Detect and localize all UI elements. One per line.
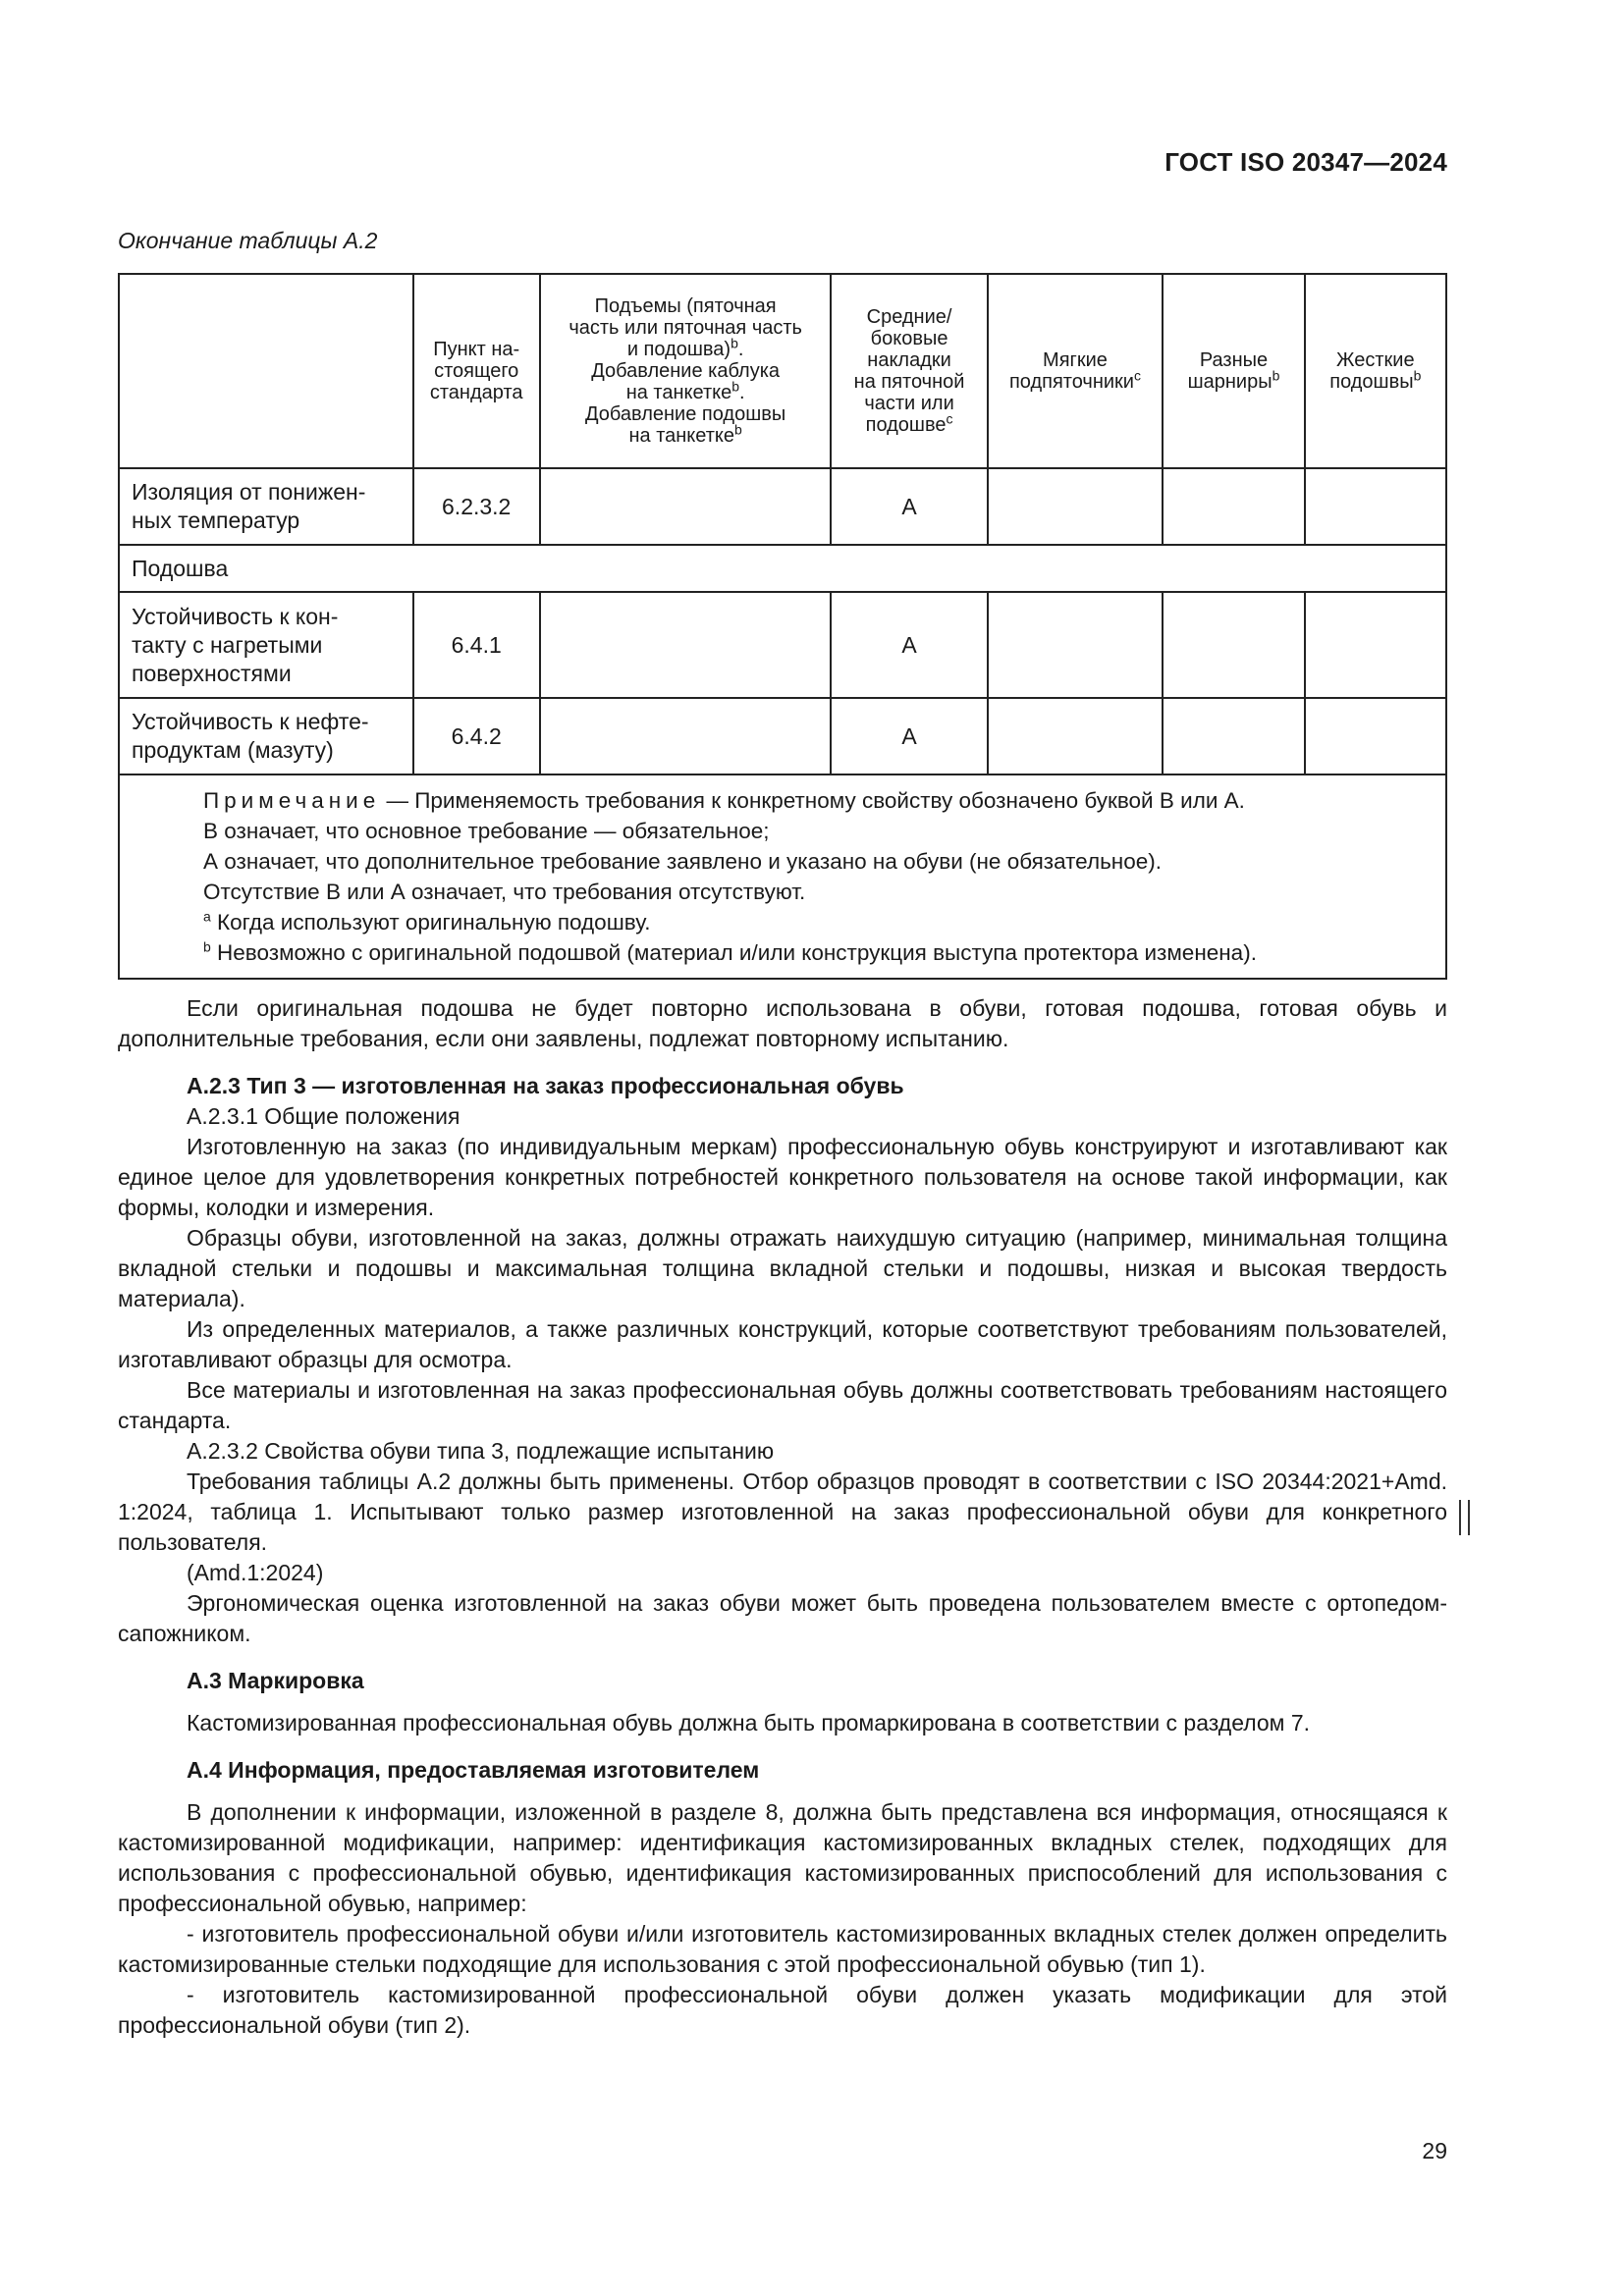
- property-cell: Устойчивость к кон- такту с нагретыми поверхностями: [119, 592, 413, 698]
- paragraph: Изготовленную на заказ (по индивидуальным меркам) профессиональную обувь конструируют и изготавливают как единое целое для удовлетворения конкретных потребностей конкретного пользователя на основе такой информации, как формы, колодки и измерения.: [118, 1134, 1447, 1220]
- table-row: [119, 468, 1446, 545]
- amendment-ref: (Amd.1:2024): [187, 1560, 324, 1585]
- table-header-row: [119, 274, 1446, 468]
- empty-cell: [1163, 592, 1304, 698]
- paragraph: В дополнении к информации, изложенной в разделе 8, должна быть представлена вся информация, относящаяся к кастомизированной модификации, например: идентификация кастомизированных вкладных стелек, подходящих для использования с профессиональной обувью, идентификация кастомизированных приспособлений для использования с профессиональной обувью, например:: [118, 1799, 1447, 1916]
- empty-cell: [1163, 468, 1304, 545]
- mark-cell: А: [831, 468, 987, 545]
- property-cell: Изоляция от понижен- ных температур: [119, 468, 413, 545]
- table-note-row: [119, 774, 1446, 979]
- mark-cell: А: [831, 698, 987, 774]
- subsection-heading: А.2.3.2 Свойства обуви типа 3, подлежащие испытанию: [187, 1438, 775, 1464]
- section-heading: А.2.3 Тип 3 — изготовленная на заказ профессиональная обувь: [187, 1073, 904, 1098]
- note-line: Примечание — Применяемость требования к конкретному свойству обозначено буквой В или А.: [203, 788, 1245, 813]
- clause-cell: 6.4.1: [413, 592, 540, 698]
- list-item: - изготовитель профессиональной обуви и/или изготовитель кастомизированных вкладных стелек должен определить кастомизированные стельки подходящие для использования с этой профессиональной обувью (тип 1).: [118, 1921, 1447, 1977]
- page-number: 29: [1422, 2138, 1447, 2163]
- table-section-row: [119, 545, 1446, 592]
- header-cell-lifts: Подъемы (пяточная часть или пяточная часть и подошва)$^b$. Добавление каблука на танкетке$^b$. Добавление подошвы на танкетке$^b$: [540, 274, 832, 468]
- empty-cell: [1305, 592, 1446, 698]
- change-bar: [1459, 1500, 1470, 1535]
- paragraph: Из определенных материалов, а также различных конструкций, которые соответствуют требованиям пользователей, изготавливают образцы для осмотра.: [118, 1316, 1447, 1372]
- empty-cell: [540, 468, 832, 545]
- property-cell: Устойчивость к нефте- продуктам (мазуту): [119, 698, 413, 774]
- paragraph: Требования таблицы А.2 должны быть применены. Отбор образцов проводят в соответствии с ISO 20344:2021+Amd. 1:2024, таблица 1. Испытывают только размер изготовленной на заказ профессиональной обуви для конкретного пользователя.: [118, 1468, 1447, 1555]
- paragraph: Все материалы и изготовленная на заказ профессиональная обувь должны соответствовать требованиям настоящего стандарта.: [118, 1377, 1447, 1433]
- subsection-heading: А.2.3.1 Общие положения: [187, 1103, 460, 1129]
- note-label: Примечание: [203, 788, 381, 813]
- empty-cell: [988, 698, 1164, 774]
- clause-cell: 6.4.2: [413, 698, 540, 774]
- empty-cell: [1305, 468, 1446, 545]
- header-cell-soft-heels: Мягкие подпяточники$^c$: [988, 274, 1164, 468]
- paragraph: Эргономическая оценка изготовленной на заказ обуви может быть проведена пользователем вместе с ортопедом-сапожником.: [118, 1590, 1447, 1646]
- empty-cell: [540, 698, 832, 774]
- section-heading: А.4 Информация, предоставляемая изготовителем: [187, 1757, 760, 1783]
- table-caption: Окончание таблицы А.2: [118, 228, 378, 253]
- footnote-b: $^b$ Невозможно с оригинальной подошвой (материал и/или конструкция выступа протектора изменена).: [203, 938, 1257, 965]
- paragraph: Если оригинальная подошва не будет повторно использована в обуви, готовая подошва, готовая обувь и дополнительные требования, если они заявлены, подлежат повторному испытанию.: [118, 995, 1447, 1051]
- section-cell: Подошва: [119, 545, 1446, 592]
- header-cell-side-pads: Средние/ боковые накладки на пяточной части или подошве$^c$: [831, 274, 987, 468]
- header-cell-rigid-soles: Жесткие подошвы$^b$: [1305, 274, 1446, 468]
- table-note: [119, 774, 1446, 979]
- table-row: [119, 592, 1446, 698]
- table-row: [119, 698, 1446, 774]
- note-line: А означает, что дополнительное требование заявлено и указано на обуви (не обязательное).: [203, 849, 1162, 874]
- empty-cell: [988, 468, 1164, 545]
- footnote-a: $^a$ Когда используют оригинальную подошву.: [203, 908, 651, 934]
- header-cell-hinges: Разные шарниры$^b$: [1163, 274, 1304, 468]
- body-text: [118, 993, 1447, 2041]
- header-cell-clause: Пункт на- стоящего стандарта: [413, 274, 540, 468]
- empty-cell: [1305, 698, 1446, 774]
- empty-cell: [540, 592, 832, 698]
- note-line: Отсутствие В или А означает, что требования отсутствуют.: [203, 880, 806, 904]
- requirements-table: [118, 273, 1447, 980]
- empty-cell: [988, 592, 1164, 698]
- paragraph: Образцы обуви, изготовленной на заказ, должны отражать наихудшую ситуацию (например, минимальная толщина вкладной стельки и подошвы и максимальная толщина вкладной стельки и подошвы, низкая и высокая твердость материала).: [118, 1225, 1447, 1311]
- paragraph: Кастомизированная профессиональная обувь должна быть промаркирована в соответствии с разделом 7.: [187, 1710, 1311, 1735]
- empty-cell: [1163, 698, 1304, 774]
- section-heading: А.3 Маркировка: [187, 1668, 364, 1693]
- standard-designation: ГОСТ ISO 20347—2024: [1164, 147, 1447, 177]
- mark-cell: А: [831, 592, 987, 698]
- clause-cell: 6.2.3.2: [413, 468, 540, 545]
- header-cell-empty: [119, 274, 413, 468]
- list-item: - изготовитель кастомизированной профессиональной обуви должен указать модификации для этой профессиональной обуви (тип 2).: [118, 1982, 1447, 2038]
- note-line: В означает, что основное требование — обязательное;: [203, 819, 770, 843]
